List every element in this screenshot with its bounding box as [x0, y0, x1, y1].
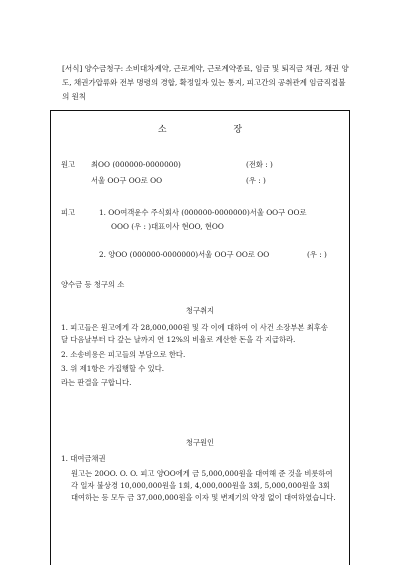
document-title: 소 장 — [157, 125, 275, 135]
defendant-1-line-2: OOO (우 : )대표이사 현OO, 현OO — [111, 222, 224, 231]
plaintiff-zip: (우 : ) — [246, 176, 266, 185]
defendant-label: 피고 — [61, 208, 76, 217]
claim-item-3: 3. 위 제1항은 가집행할 수 있다. — [61, 364, 165, 373]
complaint-form — [50, 110, 350, 565]
cause-subheading: 1. 대여금채권 — [61, 454, 106, 463]
case-name: 양수금 등 청구의 소 — [61, 280, 125, 289]
defendant-2-zip: (우 : ) — [307, 250, 327, 259]
cause-body: 원고는 20OO. O. O. 피고 양OO에게 금 5,000,000원을 대여해 준 것을 비롯하여 각 일자 불상경 10,000,000원을 1회, 4,000,000원을 3회, 5,000,000원을 3회 대여하는 등 모두 금 37,000,000원을 이자 및 변제기의 약정 없이 대여하였습니다. — [71, 469, 336, 502]
document-caption: [서식] 양수금청구: 소비대차계약, 근로계약, 근로계약종료, 임금 및 퇴직금 채권, 채권 양도, 채권가압류와 전부 명령의 경합, 확정일자 있는 통지, 피고간의 공취관계 임금직접불의 원칙 — [62, 64, 349, 101]
plaintiff-label: 원고 — [61, 160, 76, 169]
claim-heading: 청구취지 — [185, 306, 215, 315]
claim-closing: 라는 판결을 구합니다. — [61, 378, 132, 387]
plaintiff-address: 서울 OO구 OO로 OO — [91, 176, 163, 185]
plaintiff-name: 최OO (000000-0000000) — [91, 160, 181, 169]
claim-item-2: 2. 소송비용은 피고들의 부담으로 한다. — [61, 350, 186, 359]
claim-item-1: 1. 피고들은 원고에게 각 28,000,000원 및 각 이에 대하여 이 사건 소장부본 최후송달 다음날부터 다 갚는 날까지 연 12%의 비율로 계산한 돈을 각 지급하라. — [61, 323, 328, 344]
defendant-2-line: 2. 양OO (000000-0000000)서울 OO구 OO로 OO — [99, 250, 270, 259]
plaintiff-phone: (전화 : ) — [246, 160, 273, 169]
cause-heading: 청구원인 — [185, 438, 215, 447]
defendant-1-line-1: 1. OO여객운수 주식회사 (000000-0000000)서울 OO구 OO로 — [99, 208, 307, 217]
